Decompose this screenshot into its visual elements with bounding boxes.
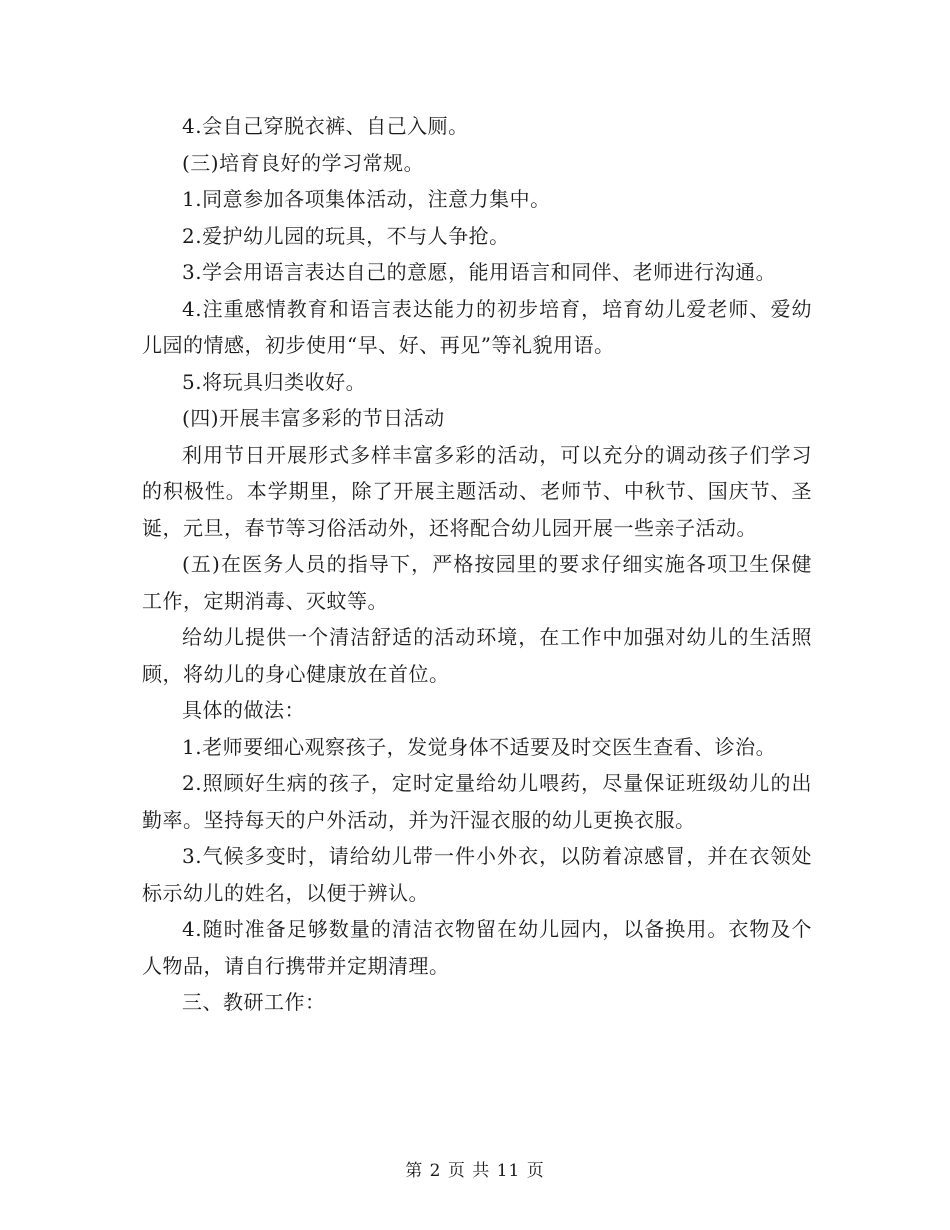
paragraph: 4.会自己穿脱衣裤、自己入厕。 <box>182 114 469 138</box>
page-footer <box>0 1156 950 1181</box>
paragraph: 2.照顾好生病的孩子，定时定量给幼儿喂药，尽量保证班级幼儿的出勤率。坚持每天的户外活动，并为汗湿衣服的幼儿更换衣服。 <box>142 771 812 832</box>
footer-label-unit: 页 <box>447 1161 466 1181</box>
paragraph: 5.将玩具归类收好。 <box>182 369 367 394</box>
footer-label-page: 第 <box>405 1161 424 1181</box>
footer-total-pages: 11 <box>496 1161 521 1181</box>
footer-label-total: 共 <box>472 1161 491 1181</box>
paragraph: 3.学会用语言表达自己的意愿，能用语言和同伴、老师进行沟通。 <box>182 260 777 284</box>
document-body <box>142 108 812 1021</box>
paragraph: 4.注重感情教育和语言表达能力的初步培育，培育幼儿爱老师、爱幼儿园的情感，初步使用“早、好、再见”等礼貌用语。 <box>142 296 812 357</box>
paragraph: 1.同意参加各项集体活动，注意力集中。 <box>182 187 551 211</box>
section-heading: 三、教研工作： <box>182 990 326 1014</box>
paragraph: 具体的做法： <box>182 698 305 722</box>
paragraph: 3.气候多变时，请给幼儿带一件小外衣，以防着凉感冒，并在衣领处标示幼儿的姓名，以便于辨认。 <box>142 844 812 905</box>
paragraph: 2.爱护幼儿园的玩具，不与人争抢。 <box>182 223 510 248</box>
footer-label-unit-end: 页 <box>526 1161 545 1181</box>
paragraph: 利用节日开展形式多样丰富多彩的活动，可以充分的调动孩子们学习的积极性。本学期里，除了开展主题活动、老师节、中秋节、国庆节、圣诞，元旦，春节等习俗活动外，还将配合幼儿园开展一些亲子活动。 <box>142 442 812 540</box>
paragraph: 4.随时准备足够数量的清洁衣物留在幼儿园内，以备换用。衣物及个人物品，请自行携带并定期清理。 <box>142 917 812 978</box>
footer-current-page: 2 <box>429 1161 442 1181</box>
paragraph: 给幼儿提供一个清洁舒适的活动环境，在工作中加强对幼儿的生活照顾，将幼儿的身心健康放在首位。 <box>142 625 812 686</box>
section-heading: (四)开展丰富多彩的节日活动 <box>182 406 445 430</box>
section-heading: (五)在医务人员的指导下，严格按园里的要求仔细实施各项卫生保健工作，定期消毒、灭蚊等。 <box>142 552 812 613</box>
section-heading: (三)培育良好的学习常规。 <box>182 150 425 175</box>
paragraph: 1.老师要细心观察孩子，发觉身体不适要及时交医生查看、诊治。 <box>182 734 777 759</box>
